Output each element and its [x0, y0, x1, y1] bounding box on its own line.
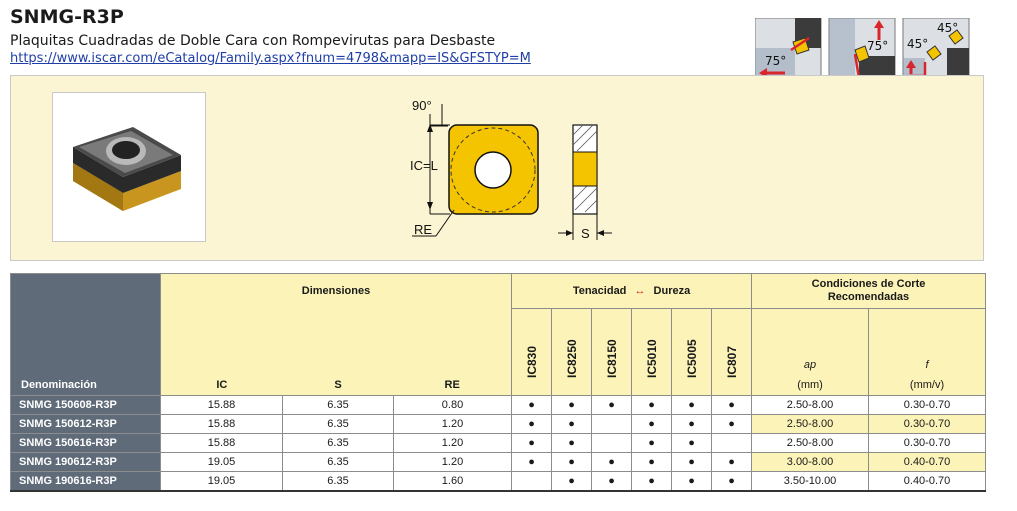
ic-label: IC=L: [410, 158, 438, 173]
row-s: 6.35: [283, 434, 394, 453]
grade-availability: ●: [552, 434, 592, 453]
row-s: 6.35: [283, 415, 394, 434]
page-subtitle: Plaquitas Cuadradas de Doble Cara con Rompevirutas para Desbaste: [10, 33, 496, 49]
grade-availability: ●: [712, 415, 752, 434]
col-ap: ap (mm): [752, 309, 869, 396]
row-ap: 2.50-8.00: [752, 434, 869, 453]
dimension-drawing: [400, 90, 630, 255]
grade-availability: ●: [632, 453, 672, 472]
col-re: RE: [444, 379, 460, 391]
grade-availability: ●: [672, 434, 712, 453]
table-row: [11, 453, 986, 472]
grade-col-2: IC8250: [552, 309, 592, 396]
s-label: S: [581, 226, 590, 241]
row-name: SNMG 190616-R3P: [11, 472, 161, 492]
grade-availability: ●: [512, 396, 552, 415]
grade-availability: ●: [672, 453, 712, 472]
grade-availability: ●: [552, 415, 592, 434]
group-dimensiones-label: Dimensiones: [301, 285, 371, 297]
grade-availability: ●: [712, 472, 752, 492]
page-title: SNMG-R3P: [10, 6, 124, 28]
grade-availability: ●: [592, 453, 632, 472]
grade-availability: ●: [552, 453, 592, 472]
row-name: SNMG 150616-R3P: [11, 434, 161, 453]
row-re: 1.20: [394, 453, 512, 472]
insert-image: [53, 93, 205, 241]
row-f: 0.30-0.70: [869, 396, 986, 415]
row-name: SNMG 150608-R3P: [11, 396, 161, 415]
grade-col-6: IC807: [712, 309, 752, 396]
group-condiciones: [752, 274, 986, 309]
group-dimensiones: [161, 274, 512, 396]
op-angle-2: 75°: [867, 39, 889, 53]
label-tenacidad: Tenacidad: [572, 285, 627, 297]
row-ap: 2.50-8.00: [752, 415, 869, 434]
col-ic: IC: [216, 379, 228, 391]
grade-availability: ●: [632, 396, 672, 415]
row-name: SNMG 150612-R3P: [11, 415, 161, 434]
col-denominacion: Denominación: [11, 274, 161, 396]
operation-icon-3: [903, 18, 969, 82]
row-s: 6.35: [283, 472, 394, 492]
row-re: 1.20: [394, 434, 512, 453]
row-f: 0.40-0.70: [869, 472, 986, 492]
insert-photo: [52, 92, 206, 242]
row-f: 0.40-0.70: [869, 453, 986, 472]
re-label: RE: [414, 222, 433, 237]
grade-availability: ●: [672, 415, 712, 434]
row-f: 0.30-0.70: [869, 415, 986, 434]
table-row: [11, 472, 986, 492]
grade-availability: ●: [512, 415, 552, 434]
table-row: [11, 434, 986, 453]
op-angle-1: 75°: [765, 54, 787, 68]
row-ic: 15.88: [161, 396, 283, 415]
grade-availability: ●: [632, 415, 672, 434]
grade-availability: ●: [632, 434, 672, 453]
grade-availability: ●: [552, 396, 592, 415]
table-row: [11, 396, 986, 415]
row-re: 1.20: [394, 415, 512, 434]
row-ic: 15.88: [161, 415, 283, 434]
row-re: 0.80: [394, 396, 512, 415]
row-ap: 3.00-8.00: [752, 453, 869, 472]
row-s: 6.35: [283, 453, 394, 472]
row-s: 6.35: [283, 396, 394, 415]
grade-availability: [592, 434, 632, 453]
condiciones-line1: Condiciones de Corte: [811, 278, 926, 290]
grade-availability: ●: [712, 396, 752, 415]
grade-availability: ●: [672, 472, 712, 492]
grade-col-5: IC5005: [672, 309, 712, 396]
grade-availability: [512, 472, 552, 492]
grade-availability: ●: [672, 396, 712, 415]
operation-icon-1: [755, 18, 821, 82]
grade-availability: [592, 415, 632, 434]
row-ap: 2.50-8.00: [752, 396, 869, 415]
row-name: SNMG 190612-R3P: [11, 453, 161, 472]
op-angle-3: 45°: [907, 37, 929, 51]
grade-availability: ●: [552, 472, 592, 492]
grade-availability: ●: [592, 396, 632, 415]
row-ic: 19.05: [161, 472, 283, 492]
grade-availability: ●: [712, 453, 752, 472]
catalog-link[interactable]: https://www.iscar.com/eCatalog/Family.aspx?fnum=4798&mapp=IS&GFSTYP=M: [10, 51, 531, 66]
grade-col-4: IC5010: [632, 309, 672, 396]
grade-availability: ●: [512, 453, 552, 472]
grade-col-1: IC830: [512, 309, 552, 396]
row-re: 1.60: [394, 472, 512, 492]
op-angle-4: 45°: [937, 21, 959, 35]
row-ap: 3.50-10.00: [752, 472, 869, 492]
label-dureza: Dureza: [653, 285, 691, 297]
grade-availability: ●: [592, 472, 632, 492]
col-s: S: [334, 379, 342, 391]
condiciones-line2: Recomendadas: [827, 291, 910, 303]
double-arrow-icon: ↔: [634, 285, 646, 297]
grade-availability: ●: [512, 434, 552, 453]
table-row: [11, 415, 986, 434]
operation-icon-2: [829, 18, 895, 82]
row-ic: 15.88: [161, 434, 283, 453]
group-tenacidad-dureza: [512, 274, 752, 309]
grade-availability: ●: [632, 472, 672, 492]
grade-availability: [712, 434, 752, 453]
angle-label: 90°: [412, 98, 432, 113]
grade-col-3: IC8150: [592, 309, 632, 396]
spec-table: [10, 273, 986, 492]
col-f: f (mm/v): [869, 309, 986, 396]
row-ic: 19.05: [161, 453, 283, 472]
row-f: 0.30-0.70: [869, 434, 986, 453]
